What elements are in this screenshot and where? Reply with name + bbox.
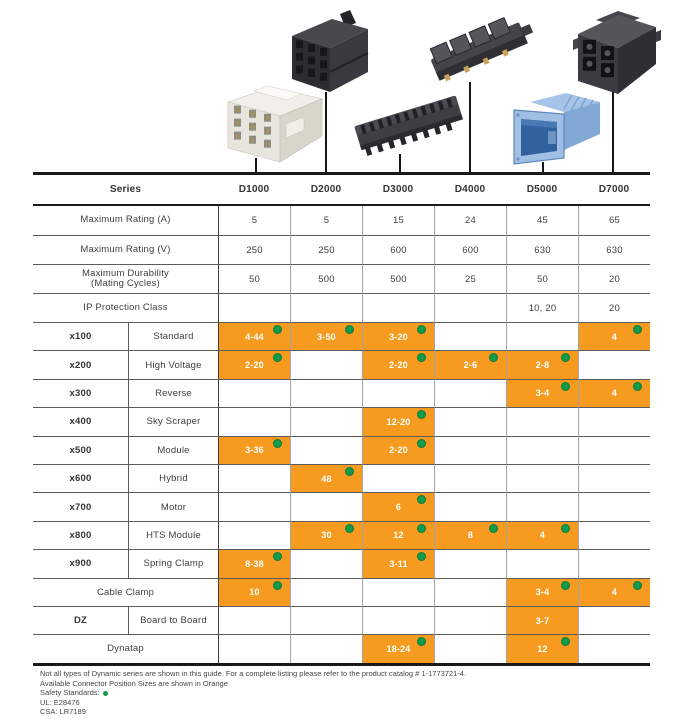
position-size-cell [218, 578, 290, 606]
type-code: x200 [33, 350, 128, 378]
position-size-cell [362, 350, 434, 378]
safety-standard-dot-icon [273, 581, 282, 590]
spec-value: 25 [434, 264, 506, 293]
spec-value: 630 [506, 235, 578, 264]
safety-standard-dot-icon [417, 353, 426, 362]
type-name: Dynatap [33, 634, 218, 662]
spec-label-line: Maximum Durability [81, 267, 169, 279]
empty-cell [434, 379, 506, 407]
spec-value: 15 [362, 206, 434, 235]
column-header-d7000: D7000 [578, 175, 650, 206]
safety-standard-dot-icon [489, 353, 498, 362]
position-size-cell [578, 379, 650, 407]
connector-photo-d2000 [284, 8, 374, 94]
position-size-value: 12 [537, 643, 548, 654]
pointer-line-d7000 [612, 92, 614, 172]
type-code: x800 [33, 521, 128, 549]
empty-cell [434, 436, 506, 464]
safety-standard-dot-icon [633, 581, 642, 590]
position-size-cell [290, 521, 362, 549]
pointer-line-d5000 [542, 162, 544, 172]
position-size-value: 12 [393, 530, 404, 541]
safety-standard-dot-icon [417, 325, 426, 334]
column-header-d2000: D2000 [290, 175, 362, 206]
position-size-value: 3-36 [245, 445, 264, 456]
type-name: Module [128, 436, 218, 464]
type-code: x100 [33, 322, 128, 350]
type-name: HTS Module [128, 521, 218, 549]
connector-photo-d3000 [346, 90, 474, 158]
safety-standard-dot-icon [633, 382, 642, 391]
position-size-value: 8-38 [245, 558, 264, 569]
type-name: Hybrid [128, 464, 218, 492]
position-size-cell [506, 379, 578, 407]
empty-cell [218, 521, 290, 549]
safety-standard-dot-icon [417, 495, 426, 504]
spec-value [290, 293, 362, 322]
spec-label-line: (Mating Cycles) [91, 278, 160, 289]
connector-photo-d4000 [419, 6, 537, 86]
type-name: Motor [128, 492, 218, 520]
spec-value: 45 [506, 206, 578, 235]
green-dot-legend-icon [103, 691, 108, 696]
position-size-value: 8 [467, 530, 474, 541]
position-size-cell [362, 322, 434, 350]
empty-cell [290, 549, 362, 577]
footnotes [40, 669, 466, 717]
spec-value [218, 293, 290, 322]
empty-cell [362, 578, 434, 606]
spec-value: 250 [218, 235, 290, 264]
position-size-cell [362, 407, 434, 435]
position-size-cell [434, 521, 506, 549]
empty-cell [218, 464, 290, 492]
safety-standard-dot-icon [561, 524, 570, 533]
spec-label [33, 264, 218, 293]
safety-standard-dot-icon [273, 325, 282, 334]
spec-label [33, 206, 218, 235]
empty-cell [362, 464, 434, 492]
empty-cell [290, 379, 362, 407]
footnote-ul: UL: E28476 [40, 697, 80, 707]
column-header-d4000: D4000 [434, 175, 506, 206]
position-size-cell [218, 350, 290, 378]
empty-cell [218, 492, 290, 520]
connector-photo-d5000 [506, 84, 604, 168]
spec-value: 50 [506, 264, 578, 293]
empty-cell [434, 322, 506, 350]
footnote-catalog: Not all types of Dynamic series are shown in this guide. For a complete listing please refer to the product catalog # 1-1773721-4. [40, 669, 467, 678]
spec-label [33, 293, 218, 322]
empty-cell [578, 521, 650, 549]
empty-cell [578, 492, 650, 520]
type-code: x700 [33, 492, 128, 520]
empty-cell [434, 549, 506, 577]
type-name: High Voltage [128, 350, 218, 378]
position-size-value: 3-4 [535, 388, 550, 399]
position-size-cell [578, 322, 650, 350]
position-size-cell [506, 350, 578, 378]
empty-cell [578, 606, 650, 634]
empty-cell [578, 549, 650, 577]
spec-value: 10, 20 [506, 293, 578, 322]
safety-standard-dot-icon [345, 467, 354, 476]
pointer-line-d3000 [399, 154, 401, 172]
column-header-d3000: D3000 [362, 175, 434, 206]
empty-cell [290, 634, 362, 662]
empty-cell [434, 606, 506, 634]
safety-standard-dot-icon [417, 637, 426, 646]
type-name: Cable Clamp [33, 578, 218, 606]
connector-photo-d7000 [564, 2, 664, 96]
type-name: Standard [128, 322, 218, 350]
empty-cell [290, 578, 362, 606]
safety-standard-dot-icon [417, 552, 426, 561]
safety-standard-dot-icon [561, 581, 570, 590]
type-code: x900 [33, 549, 128, 577]
spec-value [434, 293, 506, 322]
safety-standard-dot-icon [273, 353, 282, 362]
spec-value: 20 [578, 264, 650, 293]
spec-value: 20 [578, 293, 650, 322]
spec-value: 24 [434, 206, 506, 235]
position-size-cell [290, 464, 362, 492]
type-code: DZ [33, 606, 128, 634]
spec-value: 600 [362, 235, 434, 264]
spec-label-line: Maximum Rating (V) [80, 243, 171, 255]
empty-cell [290, 492, 362, 520]
position-size-value: 3-11 [389, 558, 408, 569]
position-size-cell [218, 322, 290, 350]
empty-cell [434, 578, 506, 606]
empty-cell [218, 407, 290, 435]
empty-cell [290, 606, 362, 634]
empty-cell [506, 549, 578, 577]
position-size-cell [434, 350, 506, 378]
position-size-cell [578, 578, 650, 606]
empty-cell [218, 606, 290, 634]
spec-value: 500 [290, 264, 362, 293]
position-size-cell [218, 549, 290, 577]
type-name: Reverse [128, 379, 218, 407]
position-size-value: 2-20 [245, 360, 264, 371]
type-name: Sky Scraper [128, 407, 218, 435]
type-code: x500 [33, 436, 128, 464]
position-size-cell [218, 436, 290, 464]
position-size-value: 3-4 [535, 587, 550, 598]
empty-cell [434, 407, 506, 435]
spec-label-line: IP Protection Class [83, 301, 168, 313]
safety-standard-dot-icon [345, 524, 354, 533]
safety-standards-label: Safety Standards: [40, 688, 100, 698]
position-size-value: 4 [611, 331, 618, 342]
spec-value: 600 [434, 235, 506, 264]
spec-value: 5 [290, 206, 362, 235]
empty-cell [434, 464, 506, 492]
spec-value [362, 293, 434, 322]
empty-cell [578, 464, 650, 492]
spec-value: 65 [578, 206, 650, 235]
safety-standard-dot-icon [417, 410, 426, 419]
safety-standard-dot-icon [273, 439, 282, 448]
empty-cell [506, 492, 578, 520]
empty-cell [218, 379, 290, 407]
position-size-value: 6 [395, 502, 402, 513]
position-size-value: 10 [249, 587, 260, 598]
type-name: Board to Board [128, 606, 218, 634]
position-size-value: 18-24 [386, 643, 411, 654]
safety-standard-dot-icon [561, 637, 570, 646]
position-size-cell [362, 549, 434, 577]
safety-standard-dot-icon [561, 382, 570, 391]
footnote-safety [40, 688, 466, 698]
spec-value: 250 [290, 235, 362, 264]
series-selection-table [33, 172, 650, 666]
type-code: x300 [33, 379, 128, 407]
safety-standard-dot-icon [273, 552, 282, 561]
safety-standard-dot-icon [345, 325, 354, 334]
position-size-cell [506, 578, 578, 606]
column-header-d1000: D1000 [218, 175, 290, 206]
position-size-cell [506, 606, 578, 634]
empty-cell [578, 436, 650, 464]
empty-cell [578, 350, 650, 378]
safety-standard-dot-icon [633, 325, 642, 334]
position-size-value: 2-6 [463, 360, 478, 371]
type-name: Spring Clamp [128, 549, 218, 577]
position-size-value: 4 [611, 388, 618, 399]
empty-cell [506, 464, 578, 492]
empty-cell [362, 606, 434, 634]
empty-cell [434, 492, 506, 520]
position-size-cell [362, 492, 434, 520]
spec-value: 630 [578, 235, 650, 264]
position-size-cell [362, 521, 434, 549]
position-size-value: 3-7 [535, 615, 550, 626]
position-size-value: 4-44 [245, 331, 264, 342]
empty-cell [362, 379, 434, 407]
position-size-cell [362, 634, 434, 662]
position-size-value: 4 [539, 530, 546, 541]
pointer-line-d4000 [469, 82, 471, 172]
position-size-cell [506, 521, 578, 549]
position-size-value: 3-50 [317, 331, 336, 342]
empty-cell [290, 436, 362, 464]
spec-value: 500 [362, 264, 434, 293]
position-size-value: 12-20 [386, 416, 411, 427]
position-size-value: 2-20 [389, 360, 408, 371]
footnote-csa: CSA: LR7189 [40, 707, 86, 717]
empty-cell [578, 634, 650, 662]
position-size-value: 48 [321, 473, 332, 484]
safety-standard-dot-icon [417, 439, 426, 448]
pointer-line-d1000 [255, 158, 257, 172]
spec-label-line: Maximum Rating (A) [80, 214, 171, 226]
position-size-cell [506, 634, 578, 662]
position-size-cell [362, 436, 434, 464]
position-size-value: 2-8 [535, 360, 550, 371]
type-code: x400 [33, 407, 128, 435]
safety-standard-dot-icon [489, 524, 498, 533]
type-code: x600 [33, 464, 128, 492]
empty-cell [506, 407, 578, 435]
empty-cell [290, 407, 362, 435]
empty-cell [506, 322, 578, 350]
empty-cell [218, 634, 290, 662]
position-size-value: 4 [611, 587, 618, 598]
position-size-value: 2-20 [389, 445, 408, 456]
footnote-orange-legend: Available Connector Position Sizes are shown in Orange [40, 678, 228, 688]
empty-cell [578, 407, 650, 435]
spec-value: 50 [218, 264, 290, 293]
pointer-line-d2000 [325, 92, 327, 172]
empty-cell [506, 436, 578, 464]
connector-photos [0, 0, 694, 172]
position-size-cell [290, 322, 362, 350]
empty-cell [434, 634, 506, 662]
series-header: Series [33, 175, 218, 206]
position-size-value: 3-20 [389, 331, 408, 342]
position-size-value: 30 [321, 530, 332, 541]
spec-label [33, 235, 218, 264]
safety-standard-dot-icon [561, 353, 570, 362]
empty-cell [290, 350, 362, 378]
safety-standard-dot-icon [417, 524, 426, 533]
column-header-d5000: D5000 [506, 175, 578, 206]
spec-value: 5 [218, 206, 290, 235]
